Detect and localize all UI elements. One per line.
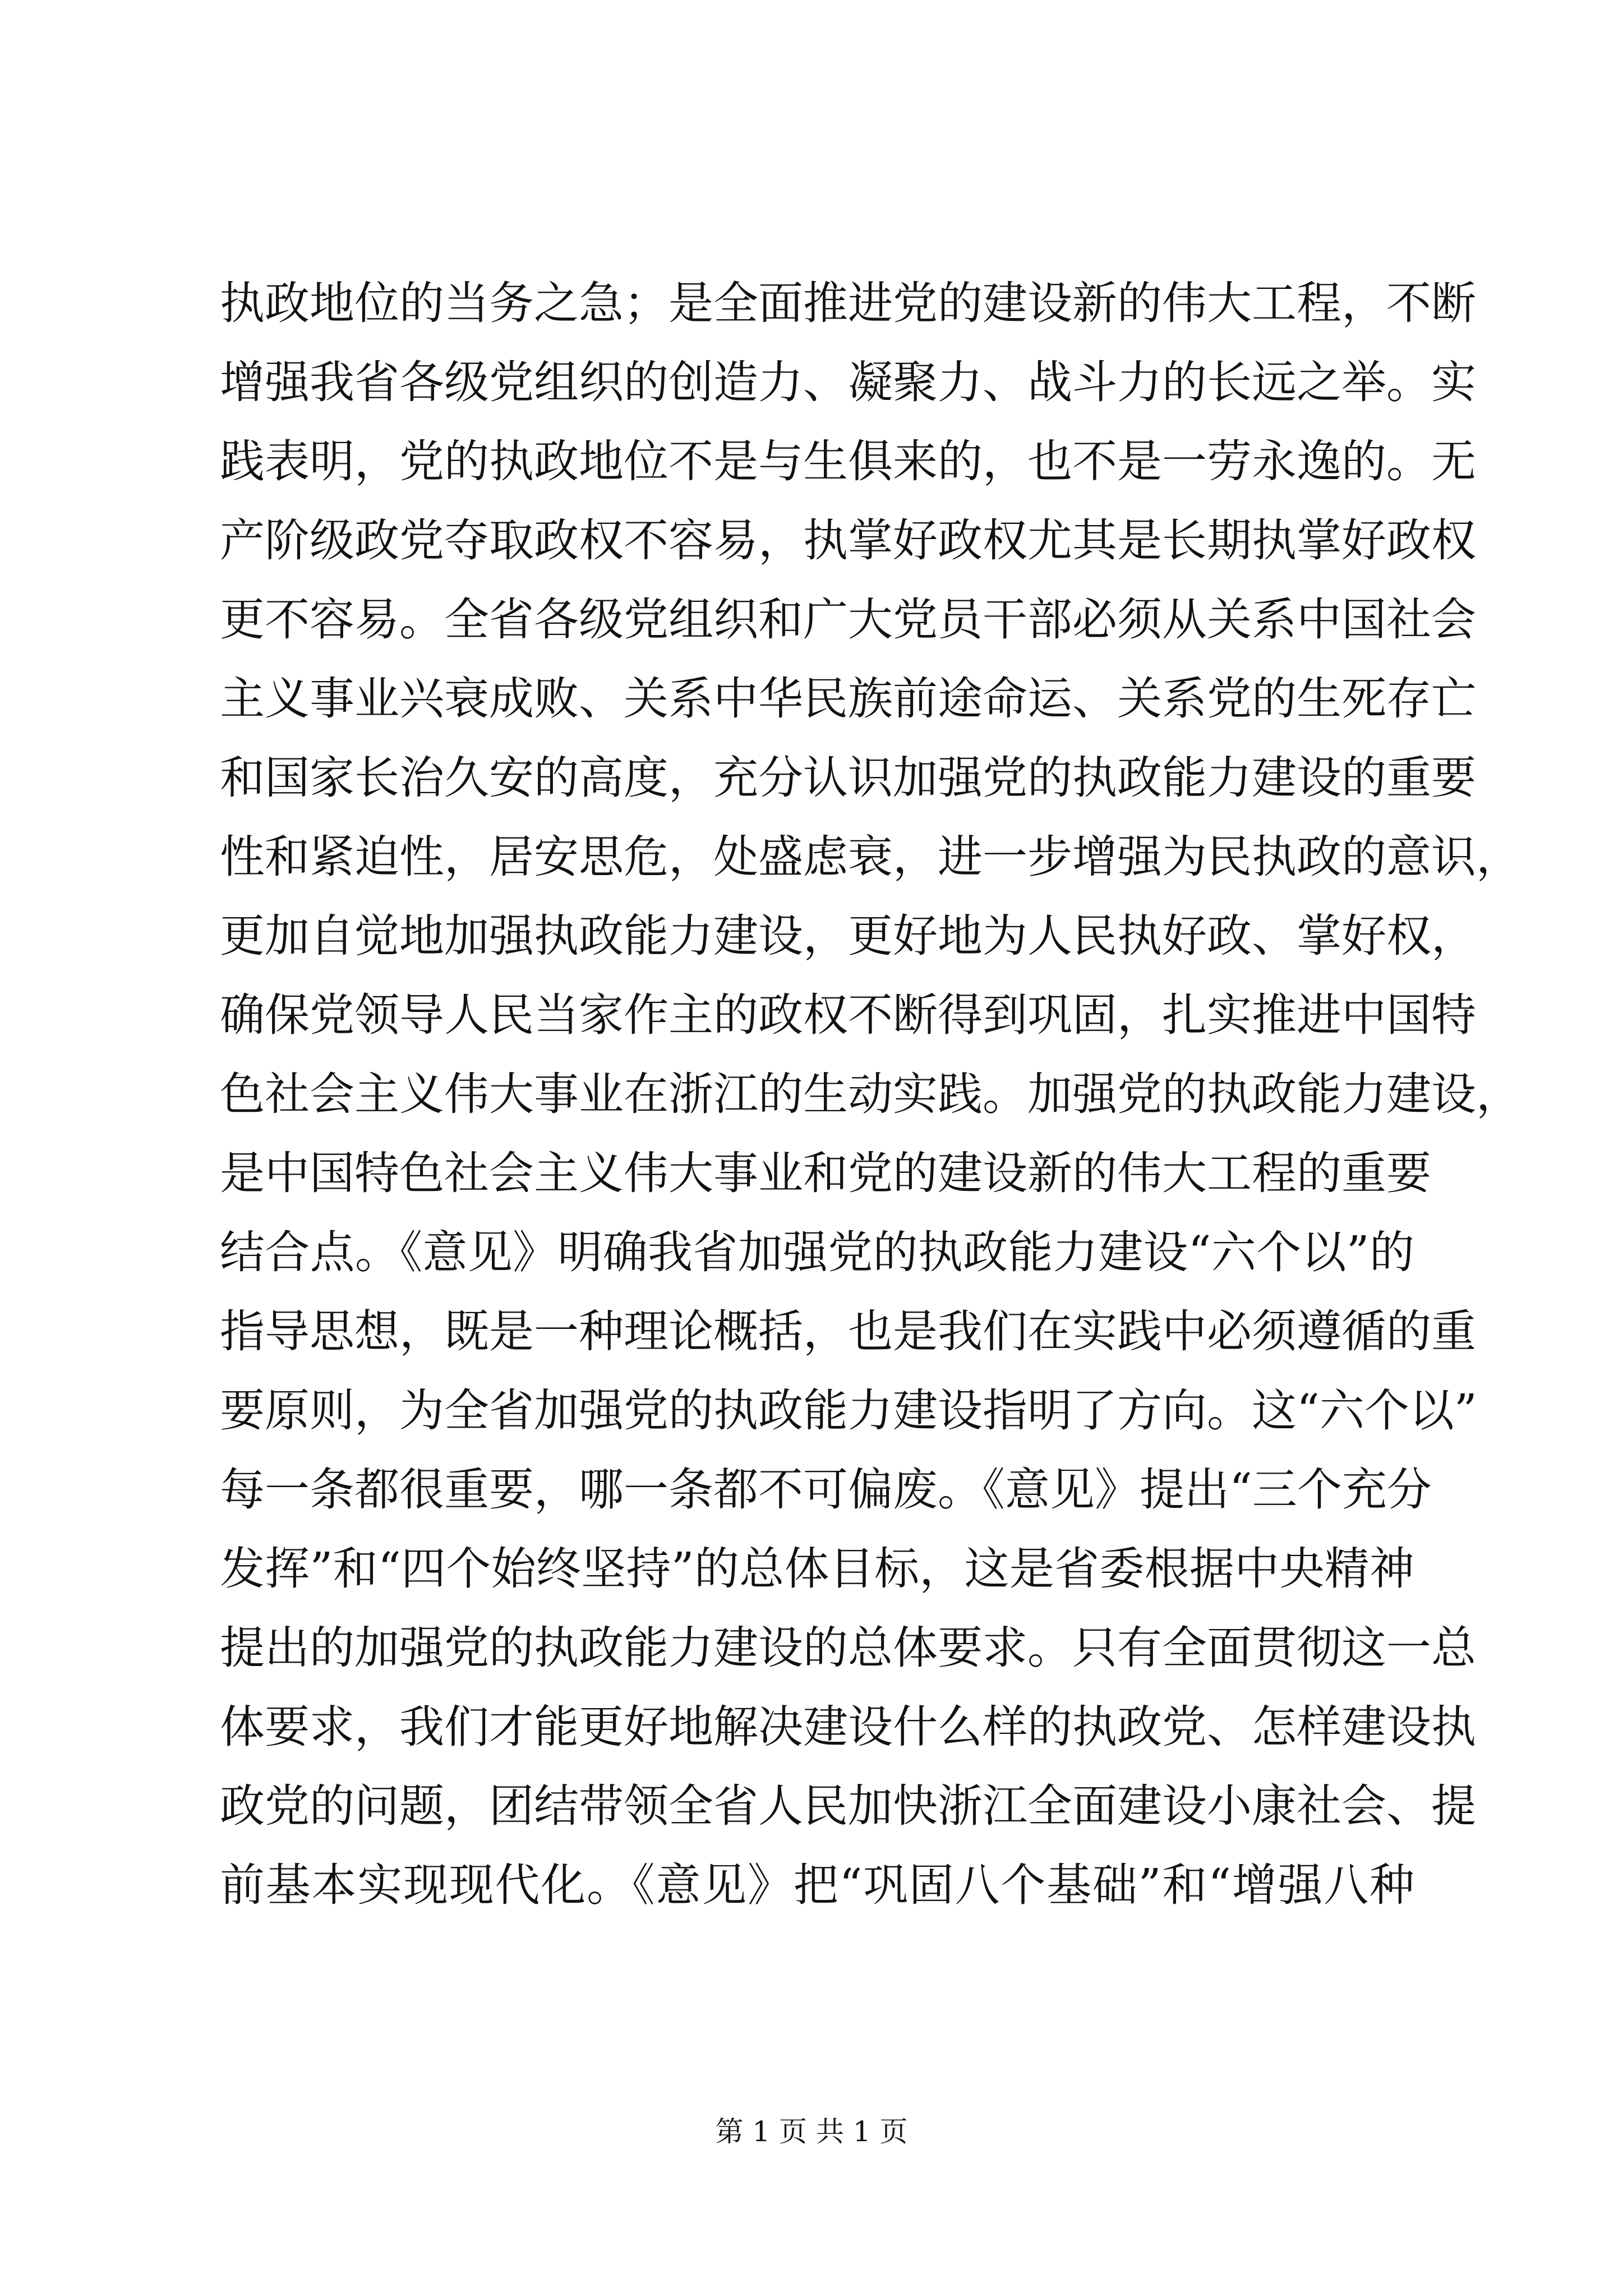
text-line: 提出的加强党的执政能力建设的总体要求。只有全面贯彻这一总 <box>220 1622 1476 1674</box>
text-line: 每一条都很重要，哪一条都不可偏废。《意见》提出“三个充分 <box>220 1464 1432 1516</box>
page-footer <box>0 2109 1623 2154</box>
text-line: 要原则，为全省加强党的执政能力建设指明了方向。这“六个以” <box>220 1384 1477 1437</box>
body-text <box>220 264 1521 1925</box>
text-line: 性和紧迫性，居安思危，处盛虑衰，进一步增强为民执政的意识， <box>220 831 1521 883</box>
text-line: 色社会主义伟大事业在浙江的生动实践。加强党的执政能力建设， <box>220 1068 1521 1120</box>
text-line: 和国家长治久安的高度，充分认识加强党的执政能力建设的重要 <box>220 752 1476 804</box>
text-line: 主义事业兴衰成败、关系中华民族前途命运、关系党的生死存亡 <box>220 673 1476 725</box>
text-line: 结合点。《意见》明确我省加强党的执政能力建设“六个以”的 <box>220 1226 1414 1278</box>
text-line: 指导思想，既是一种理论概括，也是我们在实践中必须遵循的重 <box>220 1305 1476 1358</box>
text-line: 发挥”和“四个始终坚持”的总体目标，这是省委根据中央精神 <box>220 1543 1414 1595</box>
text-line: 更加自觉地加强执政能力建设，更好地为人民执好政、掌好权， <box>220 910 1476 962</box>
text-line: 政党的问题，团结带领全省人民加快浙江全面建设小康社会、提 <box>220 1780 1476 1832</box>
text-line: 践表明，党的执政地位不是与生俱来的，也不是一劳永逸的。无 <box>220 435 1476 487</box>
text-line: 增强我省各级党组织的创造力、凝聚力、战斗力的长远之举。实 <box>220 356 1476 408</box>
text-line: 是中国特色社会主义伟大事业和党的建设新的伟大工程的重要 <box>220 1147 1431 1199</box>
text-line: 更不容易。全省各级党组织和广大党员干部必须从关系中国社会 <box>220 593 1476 646</box>
text-line: 确保党领导人民当家作主的政权不断得到巩固，扎实推进中国特 <box>220 989 1476 1041</box>
text-line: 产阶级政党夺取政权不容易，执掌好政权尤其是长期执掌好政权 <box>220 514 1476 567</box>
page-number-label: 第 1 页 共 1 页 <box>715 2115 908 2148</box>
text-line: 前基本实现现代化。《意见》把“巩固八个基础”和“增强八种 <box>220 1859 1414 1911</box>
text-line: 执政地位的当务之急；是全面推进党的建设新的伟大工程，不断 <box>220 277 1476 329</box>
text-line: 体要求，我们才能更好地解决建设什么样的执政党、怎样建设执 <box>220 1701 1476 1753</box>
